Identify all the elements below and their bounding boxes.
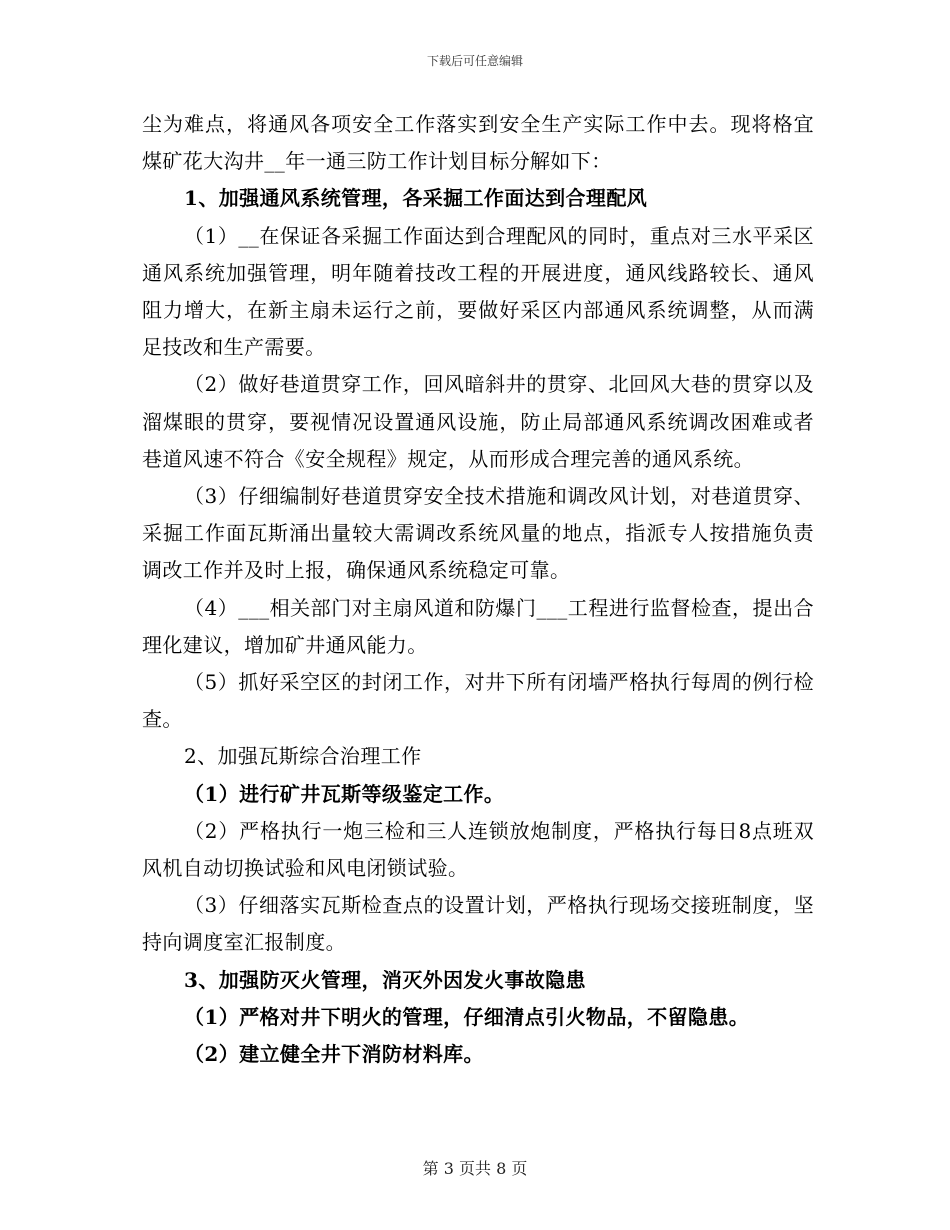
- paragraph: （3）仔细编制好巷道贯穿安全技术措施和调改风计划，对巷道贯穿、采掘工作面瓦斯涌出量较大需调改系统风量的地点，指派专人按措施负责调改工作并及时上报，确保通风系统稳定可靠。: [142, 484, 814, 583]
- page-footer: 第 3 页共 8 页: [422, 1159, 528, 1178]
- paragraph: （1）严格对井下明火的管理，仔细清点引火物品，不留隐患。: [184, 1004, 750, 1029]
- paragraph: （1）__在保证各采掘工作面达到合理配风的同时，重点对三水平采区通风系统加强管理，明年随着技改工程的开展进度，通风线路较长、通风阻力增大，在新主扇未运行之前，要做好采区内部通风系统调整，从而满足技改和生产需要。: [142, 223, 814, 360]
- paragraph: （2）建立健全井下消防材料库。: [184, 1042, 484, 1067]
- paragraph: 1、加强通风系统管理，各采掘工作面达到合理配风: [184, 186, 648, 211]
- paragraph: 尘为难点，将通风各项安全工作落实到安全生产实际工作中去。现将格宜煤矿花大沟井__年一通三防工作计划目标分解如下：: [142, 112, 814, 174]
- page-header: 下载后可任意编辑: [426, 54, 523, 68]
- paragraph: （5）抓好采空区的封闭工作，对井下所有闭墙严格执行每周的例行检查。: [142, 670, 814, 732]
- paragraph: 3、加强防灭火管理，消灭外因发火事故隐患: [184, 967, 586, 992]
- paragraph: （1）进行矿井瓦斯等级鉴定工作。: [184, 781, 505, 806]
- paragraph: （3）仔细落实瓦斯检查点的设置计划，严格执行现场交接班制度，坚持向调度室汇报制度。: [142, 893, 814, 955]
- document-body: [142, 106, 814, 1073]
- paragraph: 2、加强瓦斯综合治理工作: [184, 744, 422, 769]
- paragraph: （4）___相关部门对主扇风道和防爆门___工程进行监督检查，提出合理化建议，增加矿井通风能力。: [142, 595, 814, 657]
- paragraph: （2）严格执行一炮三检和三人连锁放炮制度，严格执行每日8点班双风机自动切换试验和风电闭锁试验。: [142, 818, 814, 881]
- paragraph: （2）做好巷道贯穿工作，回风暗斜井的贯穿、北回风大巷的贯穿以及溜煤眼的贯穿，要视情况设置通风设施，防止局部通风系统调改困难或者巷道风速不符合《安全规程》规定，从而形成合理完善的通风系统。: [142, 372, 814, 471]
